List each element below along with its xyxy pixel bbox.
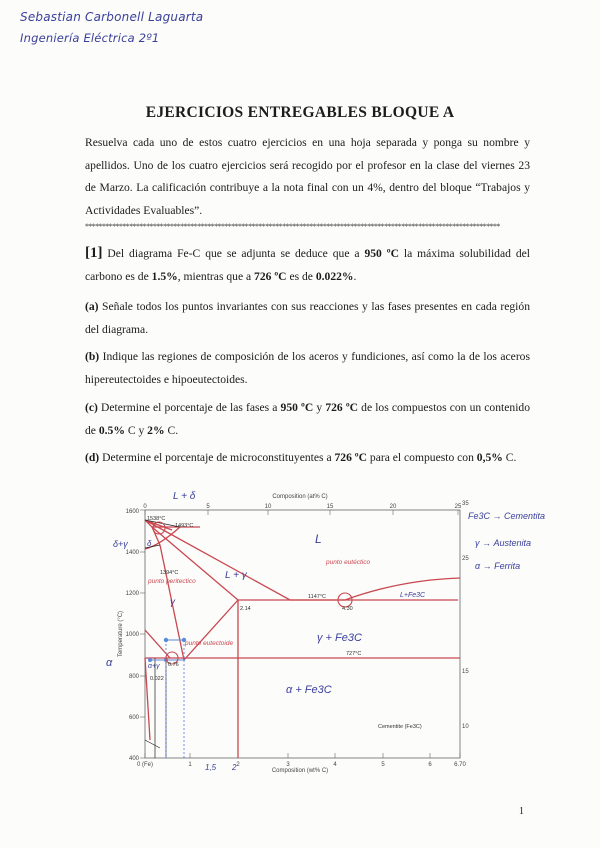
separator: ************************************************************************************************************************** (85, 222, 500, 231)
plot-frame (145, 510, 460, 758)
svg-text:6.70: 6.70 (454, 762, 466, 768)
question-d: (d) Determine el porcentaje de microconstituyentes a 726 ºC para el compuesto con 0,5% C. (85, 451, 517, 464)
phase-boundaries (145, 520, 460, 758)
svg-text:0.022: 0.022 (150, 676, 164, 682)
svg-text:punto eutéctico: punto eutéctico (326, 559, 371, 566)
svg-text:0 (Fe): 0 (Fe) (136, 762, 154, 768)
handwritten-degree: Ingeniería Eléctrica 2º1 (20, 31, 160, 45)
svg-text:0.76: 0.76 (168, 662, 179, 668)
svg-text:punto eutectoide: punto eutectoide (185, 640, 234, 647)
svg-text:15: 15 (326, 504, 334, 510)
svg-text:δ+γ: δ+γ (113, 539, 128, 549)
svg-text:1,5: 1,5 (205, 763, 217, 772)
svg-text:punto peritectico: punto peritectico (148, 578, 196, 585)
svg-text:20: 20 (389, 504, 397, 510)
exercise-number: [1] (85, 245, 103, 261)
svg-text:δ: δ (147, 539, 152, 548)
svg-text:γ → Austenita: γ → Austenita (475, 538, 532, 548)
svg-text:L + δ: L + δ (173, 491, 196, 502)
svg-text:L+Fe3C: L+Fe3C (400, 592, 426, 599)
svg-text:10: 10 (462, 724, 469, 730)
svg-text:25: 25 (454, 504, 462, 510)
svg-text:400: 400 (128, 756, 139, 762)
svg-text:4.30: 4.30 (342, 606, 353, 612)
svg-text:α → Ferrita: α → Ferrita (475, 561, 521, 571)
svg-text:1: 1 (188, 762, 192, 768)
y-axis-title: Temperature (°C) (118, 610, 124, 658)
bottom-axis-title: Composition (wt% C) (271, 768, 329, 774)
svg-text:10: 10 (264, 504, 272, 510)
top-axis-title: Composition (at% C) (272, 494, 328, 500)
svg-text:727°C: 727°C (346, 651, 362, 657)
page-title: EJERCICIOS ENTREGABLES BLOQUE A (145, 104, 455, 121)
svg-text:800: 800 (128, 674, 139, 680)
intro-paragraph: Resuelva cada uno de estos cuatro ejercicios en una hoja separada y ponga su nombre y apellidos. Uno de los cuatro ejercicios será recogido por el profesor en la clase del viernes 23 de Marzo. La calificación contribuye a la nota final con un 4%, dentro del bloque “Trabajos y Actividades Evaluables”. (85, 136, 530, 217)
svg-text:15: 15 (462, 669, 469, 675)
svg-text:1000: 1000 (125, 632, 139, 638)
svg-text:γ + Fe3C: γ + Fe3C (317, 632, 362, 644)
svg-text:α + Fe3C: α + Fe3C (286, 684, 332, 696)
svg-text:1400: 1400 (125, 550, 139, 556)
svg-text:1538°C: 1538°C (147, 516, 166, 522)
svg-text:2: 2 (232, 763, 237, 772)
svg-text:0: 0 (143, 504, 147, 510)
exercise-1-statement: [1] Del diagrama Fe-C que se adjunta se deduce que a 950 ºC la máxima solubilidad del carbono es de 1.5%, mientras que a 726 ºC es de 0.022%. (85, 245, 530, 283)
handwritten-name: Sebastian Carbonell Laguarta (20, 10, 204, 24)
svg-text:γ: γ (170, 597, 175, 608)
svg-text:α: α (106, 657, 113, 669)
question-a: (a) Señale todos los puntos invariantes con sus reacciones y las fases presentes en cada región del diagrama. (85, 300, 530, 336)
svg-text:3: 3 (286, 762, 290, 768)
svg-text:6: 6 (428, 762, 432, 768)
svg-text:1147°C: 1147°C (308, 594, 326, 600)
svg-text:5: 5 (206, 504, 210, 510)
question-c: (c) Determine el porcentaje de las fases a 950 ºC y 726 ºC de los compuestos con un contenido de 0.5% C y 2% C. (85, 401, 531, 437)
svg-text:1200: 1200 (125, 591, 139, 597)
svg-text:L: L (315, 532, 322, 546)
svg-text:4: 4 (333, 762, 337, 768)
svg-text:35: 35 (462, 501, 469, 507)
svg-text:Cementite (Fe3C): Cementite (Fe3C) (378, 724, 422, 730)
svg-text:1600: 1600 (125, 509, 139, 515)
svg-text:1493°C: 1493°C (175, 523, 194, 529)
svg-text:Fe3C → Cementita: Fe3C → Cementita (468, 511, 546, 521)
svg-text:α+γ: α+γ (148, 663, 160, 670)
svg-text:5: 5 (381, 762, 385, 768)
svg-text:2: 2 (236, 762, 240, 768)
svg-text:L + γ: L + γ (225, 570, 247, 581)
page-number: 1 (519, 806, 524, 817)
svg-text:2.14: 2.14 (240, 606, 251, 612)
svg-text:600: 600 (128, 715, 139, 721)
question-b: (b) Indique las regiones de composición de los aceros y fundiciones, así como la de los aceros hipereutectoides e hipoeutectoides. (85, 350, 530, 386)
svg-text:1394°C: 1394°C (160, 570, 179, 576)
svg-text:25: 25 (462, 556, 469, 562)
